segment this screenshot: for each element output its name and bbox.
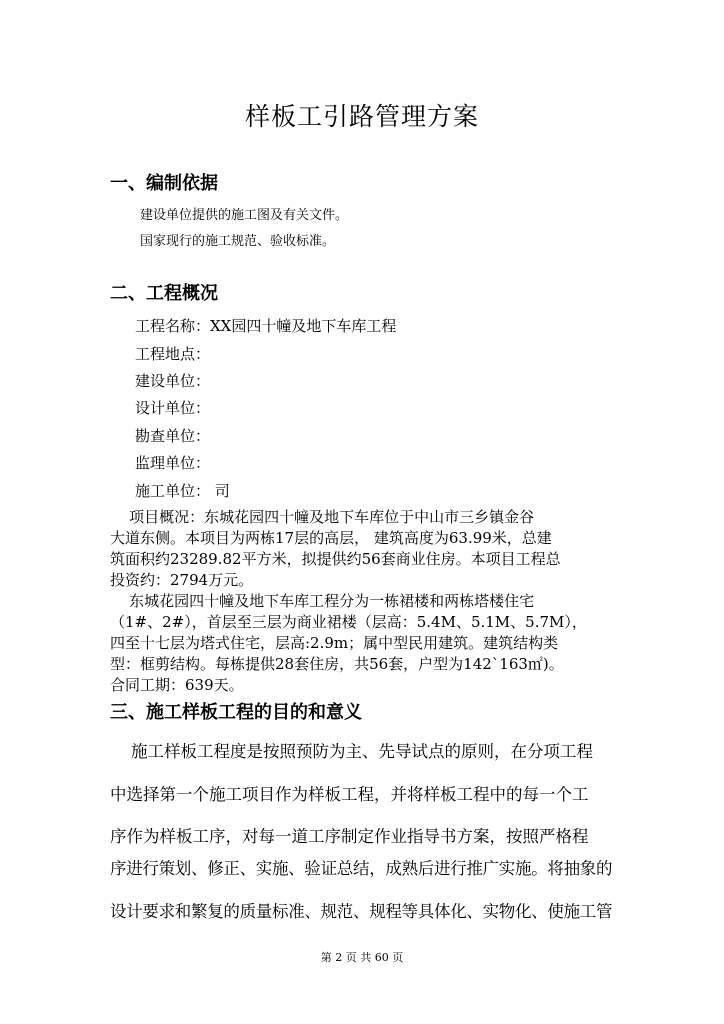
paragraph-line: （1#、2#），首层至三层为商业裙楼（层高：5.4M、5.1M、5.7M）， [110,613,587,631]
owner-unit-line: 建设单位： [135,372,211,390]
paragraph-line: 施工样板工程度是按照预防为主、先导试点的原则，在分项工程 [110,742,593,761]
project-location-line: 工程地点： [135,345,211,363]
design-unit-line: 设计单位： [135,399,211,417]
section-heading-purpose: 三、施工样板工程的目的和意义 [110,702,362,723]
project-name-line: 工程名称：XX园四十幢及地下车库工程 [135,317,397,335]
survey-unit-line: 勘查单位： [135,427,211,445]
paragraph-line: 序进行策划、修正、实施、验证总结，成熟后进行推广实施。将抽象的 [110,859,613,878]
paragraph-line: 投资约：2794万元。 [110,571,254,589]
basis-item: 国家现行的施工规范、验收标准。 [140,234,336,249]
construction-unit-line: 施工单位： 司 [135,482,230,500]
paragraph-line: 项目概况：东城花园四十幢及地下车库位于中山市三乡镇金谷 [110,508,535,526]
paragraph-line: 筑面积约23289.82平方米，拟提供约56套商业住房。本项目工程总 [110,550,561,568]
section-heading-basis: 一、编制依据 [110,173,218,194]
supervision-unit-line: 监理单位： [135,454,211,472]
page-number-footer: 第 2 页 共 60 页 [320,951,404,964]
paragraph-line: 东城花园四十幢及地下车库工程分为一栋裙楼和两栋塔楼住宅 [110,592,535,610]
basis-item: 建设单位提供的施工图及有关文件。 [140,208,349,223]
building-description-paragraph [110,591,615,696]
paragraph-line: 合同工期：639天。 [110,676,244,694]
paragraph-line: 四至十七层为塔式住宅，层高:2.9m；属中型民用建筑。建筑结构类 [110,634,559,652]
paragraph-line: 型：框剪结构。每栋提供28套住房，共56套，户型为142`163㎡)。 [110,655,564,673]
paragraph-line: 设计要求和繁复的质量标准、规范、规程等具体化、实物化、使施工管 [110,902,613,921]
document-title: 样板工引路管理方案 [244,102,479,131]
section-heading-overview: 二、工程概况 [110,283,218,304]
paragraph-line: 大道东侧。本项目为两栋17层的高层， 建筑高度为63.99米，总建 [110,529,552,547]
purpose-paragraph [110,738,620,938]
paragraph-line: 序作为样板工序，对每一道工序制定作业指导书方案，按照严格程 [110,827,589,846]
paragraph-line: 中选择第一个施工项目作为样板工程，并将样板工程中的每一个工 [110,785,589,804]
project-overview-paragraph [110,507,615,591]
